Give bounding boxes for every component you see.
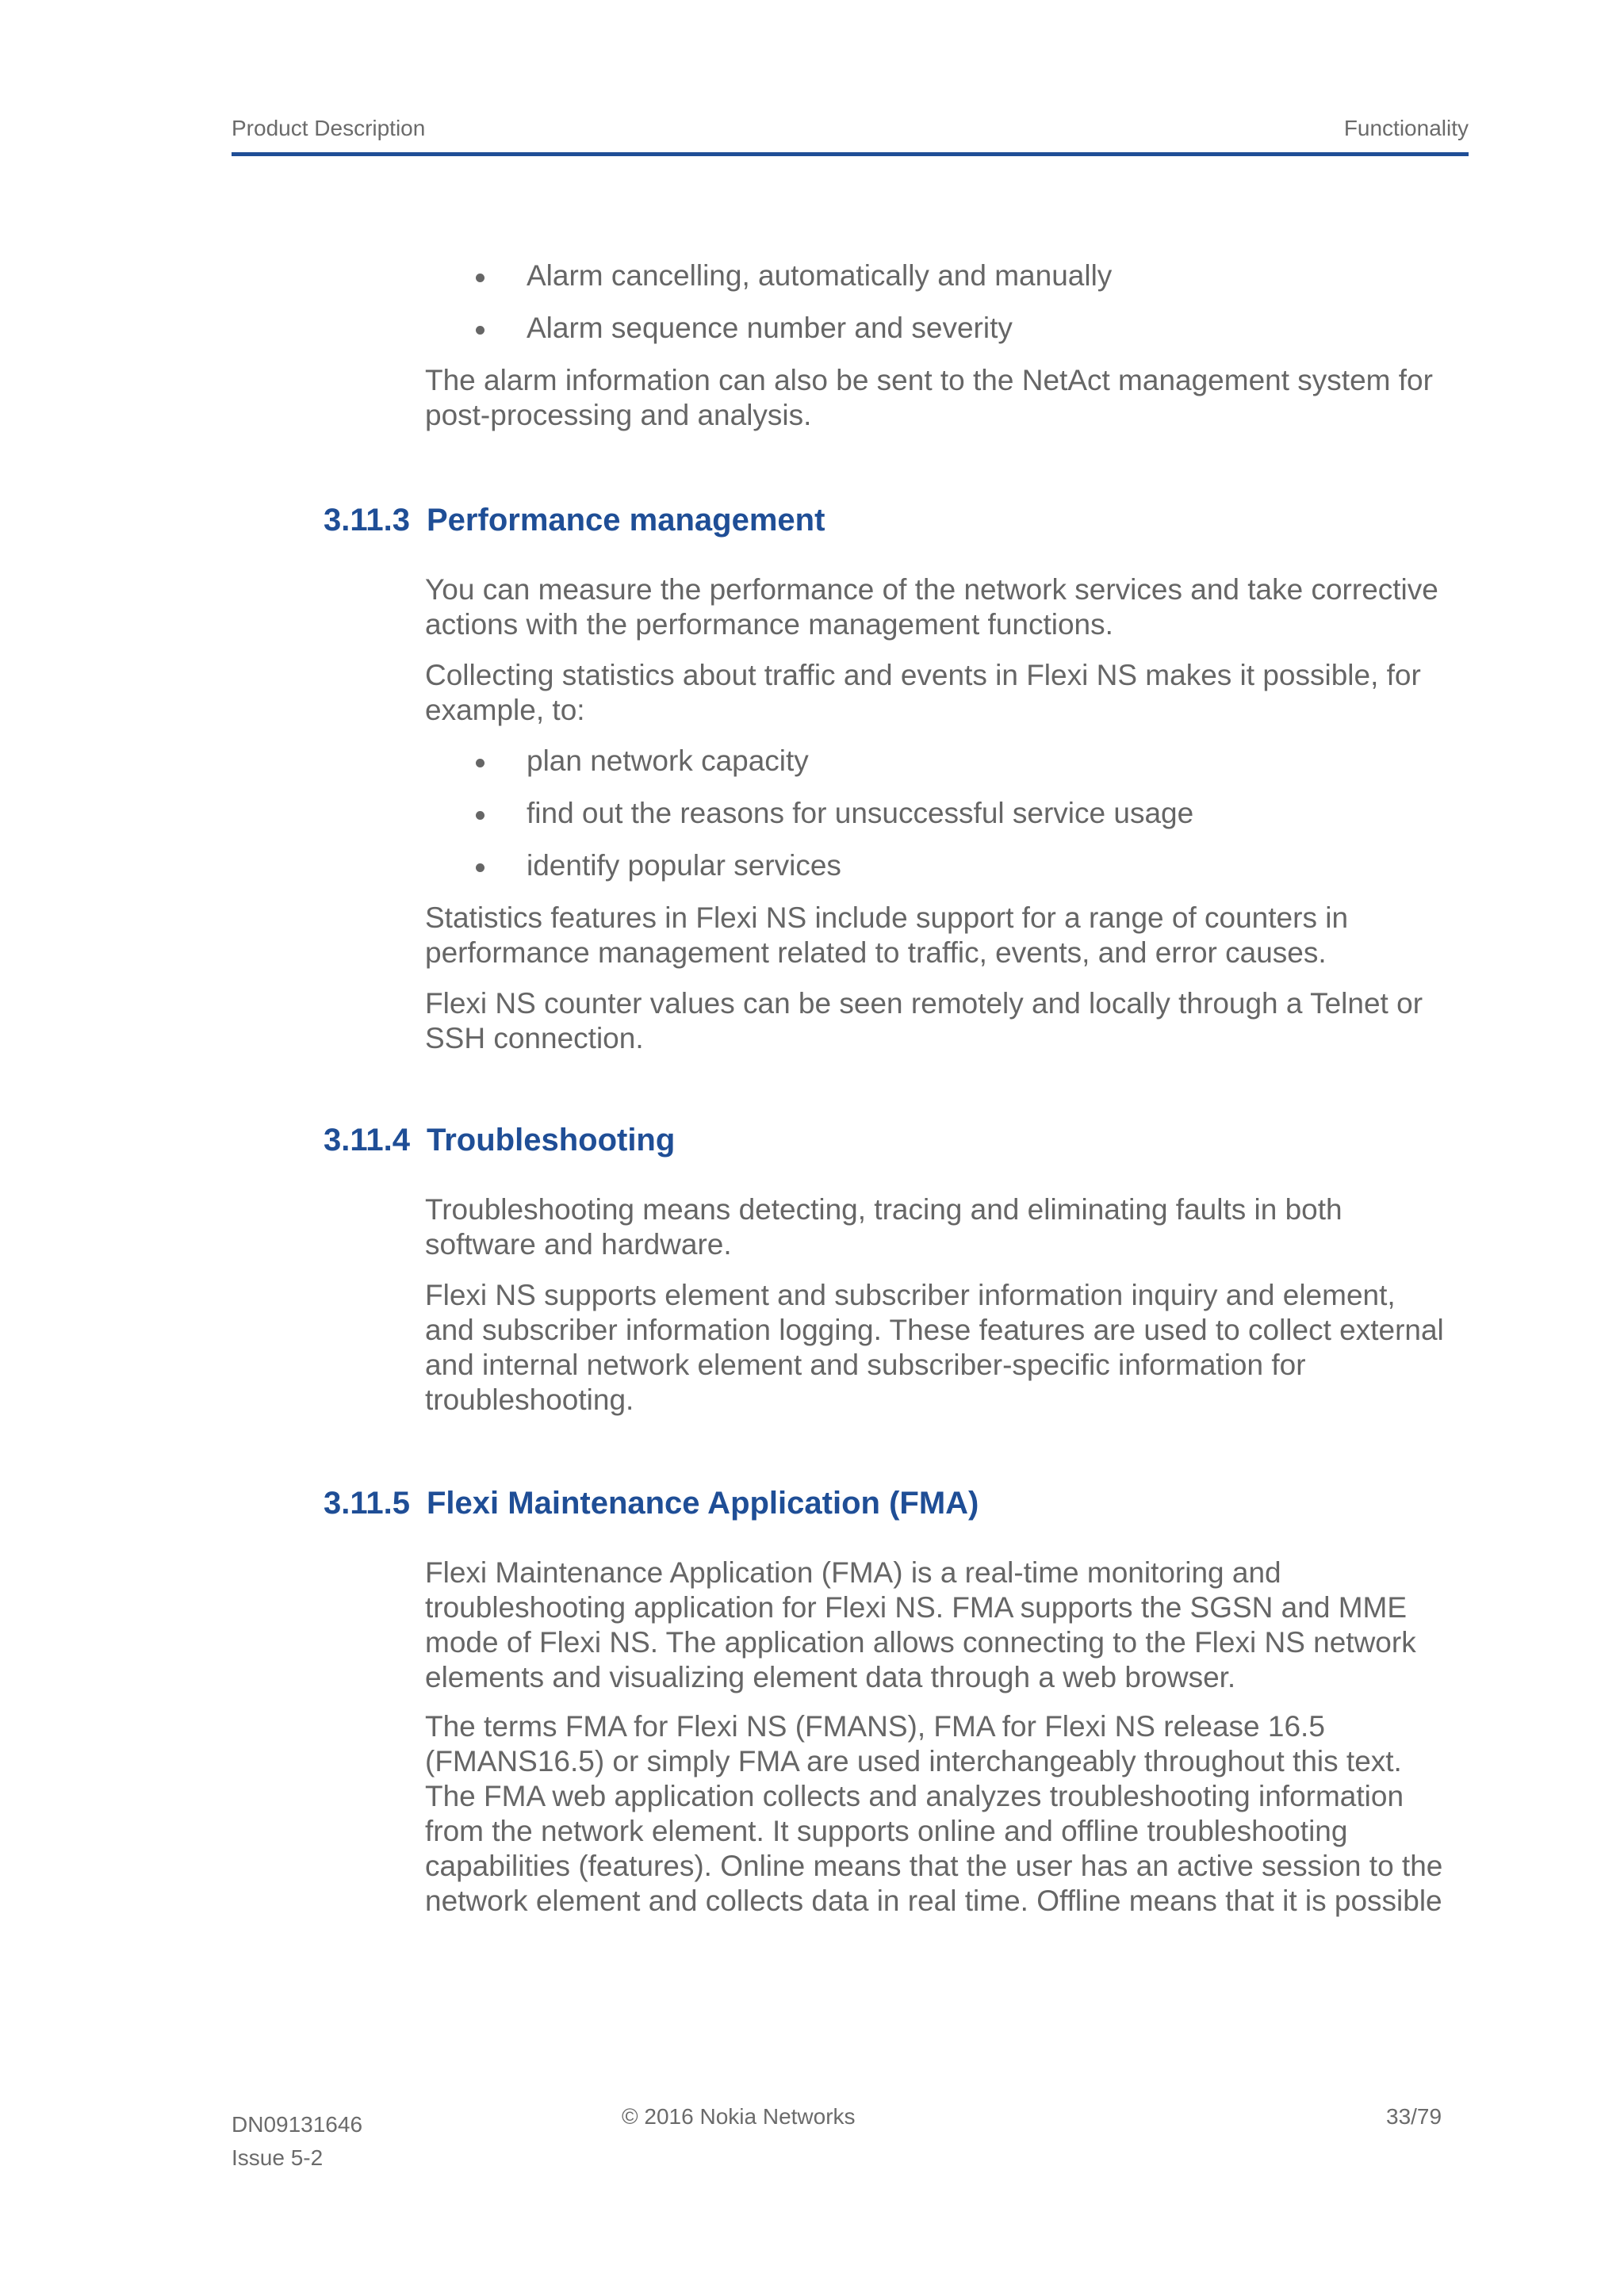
paragraph: Flexi NS counter values can be seen remotely and locally through a Telnet or SSH connection. [425, 987, 1423, 1054]
section-heading: 3.11.4 Troubleshooting [324, 1123, 676, 1158]
bullet-icon [476, 811, 485, 820]
paragraph: You can measure the performance of the network services and take corrective actions with the performance management functions. [425, 573, 1438, 641]
header-title-right: Functionality [1343, 116, 1469, 140]
paragraph: Collecting statistics about traffic and events in Flexi NS makes it possible, for example, to: [425, 659, 1421, 726]
section-heading: 3.11.3 Performance management [324, 503, 825, 538]
footer-doc-id: DN09131646 [232, 2112, 363, 2137]
paragraph: Flexi NS supports element and subscriber information inquiry and element, and subscriber information logging. These features are used to collect external and internal network element and subscriber-specific information for troubleshooting. [425, 1279, 1444, 1416]
footer-issue: Issue 5-2 [232, 2145, 324, 2170]
document-page: Product Description Functionality Alarm cancelling, automatically and manually Alarm sequence number and severity The alarm information can also be sent to the NetAct management system for post-processing and analysis. 3.11.3 Performance management You can measure the performance of the network services and take corrective actions with the performance management functions. Collecting statistics about traffic and events in Flexi NS makes it possible, for example, to: plan network capacity find out the reasons for unsuccessful service usage identify popular services Statistics features in Flexi NS include support for a range of counters in performance management related to traffic, events, and error causes. Flexi NS counter values can be seen remotely and locally through a Telnet or SSH connection. 3.11.4 Troubleshooting Troubleshooting means detecting, tracing and eliminating faults in both software and hardware. Flexi NS supports element and subscriber information inquiry and element, and subscriber information logging. These features are used to collect external and internal network element and subscriber-specific information for troubleshooting. 3.11.5 Flexi Maintenance Application (FMA) Flexi Maintenance Application (FMA) is a real-time monitoring and troubleshooting application for Flexi NS. FMA supports the SGSN and MME mode of Flexi NS. The application allows connecting to the Flexi NS network elements and visualizing element data through a web browser. The terms FMA for Flexi NS (FMANS), FMA for Flexi NS release 16.5 (FMANS16.5) or simply FMA are used interchangeably throughout this text. The FMA web application collects and analyzes troubleshooting information from the network element. It supports online and offline troubleshooting capabilities (features). Online means that the user has an active session to the network element and collects data in real time. Offline means that it is possible DN09131646 Issue 5-2 © 2016 Nokia Networks 33/79 [0, 0, 1624, 2296]
bullet-icon [476, 759, 485, 767]
header-title-left: Product Description [232, 116, 426, 140]
footer-page-number: 33/79 [1386, 2104, 1442, 2129]
footer-copyright: © 2016 Nokia Networks [622, 2104, 856, 2129]
paragraph: Statistics features in Flexi NS include support for a range of counters in performance management related to traffic, events, and error causes. [425, 901, 1349, 969]
bullet-icon [476, 326, 485, 335]
paragraph: The alarm information can also be sent to the NetAct management system for post-processing and analysis. [425, 364, 1433, 431]
page-header [232, 113, 1469, 156]
paragraph: Flexi Maintenance Application (FMA) is a real-time monitoring and troubleshooting application for Flexi NS. FMA supports the SGSN and MME mode of Flexi NS. The application allows connecting to the Flexi NS network elements and visualizing element data through a web browser. [425, 1556, 1416, 1693]
section-heading: 3.11.5 Flexi Maintenance Application (FMA) [324, 1486, 979, 1521]
bullet-icon [476, 274, 485, 282]
bullet-icon [476, 863, 485, 872]
paragraph: The terms FMA for Flexi NS (FMANS), FMA for Flexi NS release 16.5 (FMANS16.5) or simply FMA are used interchangeably throughout this text. The FMA web application collects and analyzes troubleshooting information from the network element. It supports online and offline troubleshooting capabilities (features). Online means that the user has an active session to the network element and collects data in real time. Offline means that it is possible [425, 1710, 1443, 1917]
paragraph: Troubleshooting means detecting, tracing and eliminating faults in both software and hardware. [425, 1193, 1342, 1261]
